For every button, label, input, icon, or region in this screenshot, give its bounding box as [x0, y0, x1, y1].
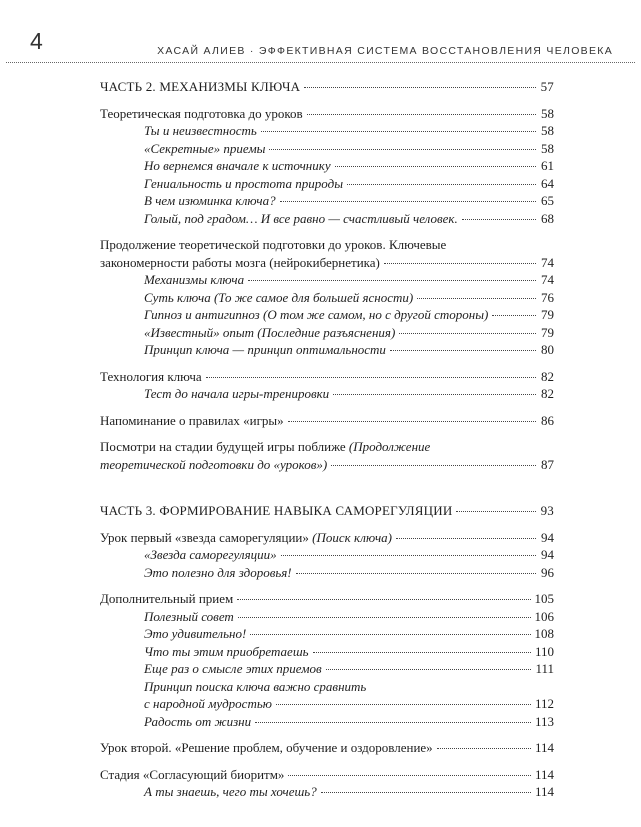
- toc-subsection[interactable]: Полезный совет 106: [144, 608, 554, 624]
- toc-section-line[interactable]: Продолжение теоретической подготовки до уроков. Ключевые: [100, 237, 447, 252]
- page-ref: 114: [534, 766, 554, 782]
- page-ref: 114: [534, 740, 554, 755]
- toc-subsection-line[interactable]: Принцип поиска ключа важно сравнить: [144, 678, 367, 694]
- toc-section[interactable]: теоретической подготовки до «уроков») 87: [100, 456, 554, 472]
- toc-section[interactable]: закономерности работы мозга (нейрокибернетика) 74: [100, 254, 554, 270]
- dot-leader: [390, 350, 536, 351]
- toc-subsection[interactable]: Ты и неизвестность 58: [144, 123, 554, 138]
- toc-subsection[interactable]: Гениальность и простота природы 64: [144, 175, 554, 191]
- dot-leader: [304, 87, 536, 88]
- dot-leader: [321, 792, 531, 793]
- toc-subsection[interactable]: Что ты этим приобретаешь 110: [144, 643, 554, 659]
- toc-subsection[interactable]: Механизмы ключа 74: [144, 272, 554, 287]
- toc-subsection[interactable]: А ты знаешь, чего ты хочешь? 114: [144, 784, 554, 799]
- page-ref: 57: [540, 79, 554, 94]
- dot-leader: [237, 599, 530, 600]
- dot-leader: [238, 617, 531, 618]
- toc-section[interactable]: Напоминание о правилах «игры» 86: [100, 412, 554, 428]
- page-ref: 105: [534, 591, 554, 606]
- dot-leader: [462, 219, 536, 220]
- toc-section[interactable]: Урок второй. «Решение проблем, обучение и оздоровление» 114: [100, 740, 554, 755]
- toc-subsection[interactable]: Тест до начала игры-тренировки 82: [144, 386, 554, 401]
- toc-subsection[interactable]: «Секретные» приемы 58: [144, 140, 554, 156]
- page-ref: 93: [540, 503, 554, 518]
- header-dotted-rule: [6, 62, 635, 63]
- dot-leader: [250, 634, 530, 635]
- dot-leader: [255, 722, 531, 723]
- dot-leader: [313, 652, 531, 653]
- dot-leader: [281, 555, 536, 556]
- page-ref: 94: [541, 529, 554, 545]
- toc-subsection[interactable]: Но вернемся вначале к источнику 61: [144, 158, 554, 173]
- dot-leader: [296, 573, 536, 574]
- dot-leader: [399, 333, 536, 334]
- dot-leader: [206, 377, 536, 378]
- toc-section[interactable]: Дополнительный прием 105: [100, 591, 554, 606]
- dot-leader: [288, 421, 536, 422]
- dot-leader: [269, 149, 536, 150]
- dot-leader: [396, 538, 536, 539]
- toc-subsection[interactable]: Голый, под градом… И все равно — счастливый человек. 68: [144, 210, 554, 226]
- page-ref: 82: [541, 368, 554, 384]
- toc-subsection[interactable]: «Известный» опыт (Последние разъяснения) 79: [144, 324, 554, 340]
- dot-leader: [347, 184, 536, 185]
- page-header: [0, 0, 641, 70]
- dot-leader: [333, 394, 536, 395]
- toc-subsection[interactable]: «Звезда саморегуляции» 94: [144, 547, 554, 562]
- toc-subsection[interactable]: Суть ключа (То же самое для большей ясности) 76: [144, 289, 554, 305]
- dot-leader: [288, 775, 531, 776]
- toc-subsection[interactable]: с народной мудростью 112: [144, 696, 554, 711]
- dot-leader: [261, 131, 536, 132]
- dot-leader: [417, 298, 536, 299]
- toc-subsection[interactable]: Гипноз и антигипноз (О том же самом, но с другой стороны) 79: [144, 307, 554, 322]
- toc-subsection[interactable]: Еще раз о смысле этих приемов 111: [144, 661, 554, 676]
- toc-section[interactable]: Технология ключа 82: [100, 368, 554, 384]
- toc-subsection[interactable]: Принцип ключа — принцип оптимальности 80: [144, 342, 554, 357]
- dot-leader: [276, 704, 531, 705]
- page-ref: 87: [541, 456, 554, 472]
- toc-part-heading[interactable]: ЧАСТЬ 2. МЕХАНИЗМЫ КЛЮЧА 57: [100, 79, 554, 94]
- dot-leader: [248, 280, 536, 281]
- page-ref: 86: [541, 412, 554, 428]
- toc-part-heading[interactable]: ЧАСТЬ 3. ФОРМИРОВАНИЕ НАВЫКА САМОРЕГУЛЯЦИИ 93: [100, 503, 554, 518]
- toc-section-line[interactable]: Посмотри на стадии будущей игры поближе (Продолжение: [100, 439, 431, 454]
- dot-leader: [326, 669, 532, 670]
- page-ref: 74: [541, 254, 554, 270]
- toc-section[interactable]: Стадия «Согласующий биоритм» 114: [100, 766, 554, 782]
- table-of-contents: [100, 78, 554, 801]
- toc-section[interactable]: Урок первый «звезда саморегуляции» (Поиск ключа) 94: [100, 529, 554, 545]
- dot-leader: [335, 166, 536, 167]
- dot-leader: [280, 201, 536, 202]
- toc-subsection[interactable]: Радость от жизни 113: [144, 713, 554, 729]
- dot-leader: [456, 511, 536, 512]
- page-number: 4: [30, 28, 43, 54]
- running-title: ХАСАЙ АЛИЕВ · ЭФФЕКТИВНАЯ СИСТЕМА ВОССТАНОВЛЕНИЯ ЧЕЛОВЕКА: [157, 45, 613, 57]
- toc-subsection[interactable]: Это удивительно! 108: [144, 626, 554, 641]
- dot-leader: [307, 114, 536, 115]
- dot-leader: [437, 748, 531, 749]
- dot-leader: [492, 315, 536, 316]
- toc-section[interactable]: Теоретическая подготовка до уроков 58: [100, 105, 554, 121]
- dot-leader: [331, 465, 536, 466]
- toc-subsection[interactable]: Это полезно для здоровья! 96: [144, 564, 554, 580]
- dot-leader: [384, 263, 536, 264]
- page-ref: 58: [541, 105, 554, 121]
- toc-subsection[interactable]: В чем изюминка ключа? 65: [144, 193, 554, 208]
